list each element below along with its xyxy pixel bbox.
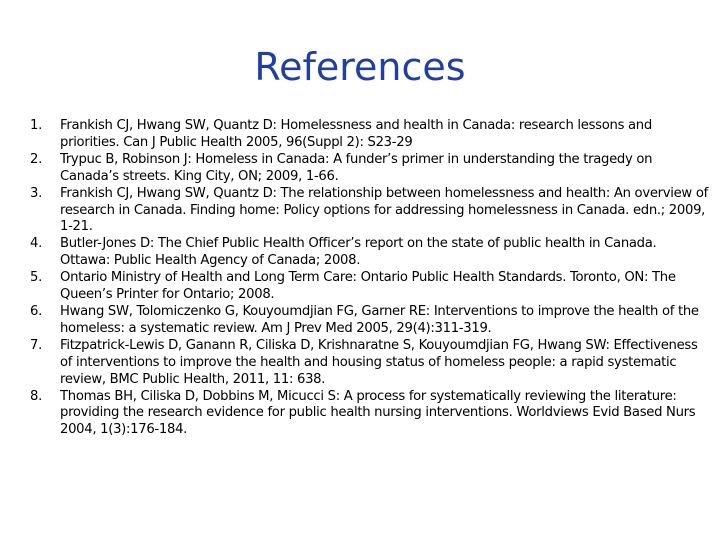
reference-number: 5. bbox=[30, 270, 42, 286]
reference-item bbox=[30, 152, 710, 186]
reference-number: 2. bbox=[30, 151, 42, 167]
reference-text: Thomas BH, Ciliska D, Dobbins M, Micucci S: A process for systematically reviewing the literature: providing the research evidence for public health nursing interventions. Worldviews Evid Based Nurs 2004, 1(3):176-184. bbox=[60, 388, 696, 438]
reference-item bbox=[30, 186, 710, 237]
reference-number: 7. bbox=[30, 337, 42, 353]
reference-text: Hwang SW, Tolomiczenko G, Kouyoumdjian FG, Garner RE: Interventions to improve the health of the homeless: a systematic review. Am J Prev Med 2005, 29(4):311-319. bbox=[60, 303, 699, 336]
reference-text: Ontario Ministry of Health and Long Term Care: Ontario Public Health Standards. Toronto, ON: The Queen’s Printer for Ontario; 2008. bbox=[60, 270, 676, 303]
reference-item bbox=[30, 270, 710, 304]
reference-text: Fitzpatrick-Lewis D, Ganann R, Ciliska D, Krishnaratne S, Kouyoumdjian FG, Hwang SW: Effectiveness of interventions to improve the health and housing status of homeless people: a rapid systematic review, BMC Public Health, 2011, 11: 638. bbox=[60, 337, 698, 387]
reference-text: Butler-Jones D: The Chief Public Health Officer’s report on the state of public health in Canada. Ottawa: Public Health Agency of Canada; 2008. bbox=[60, 236, 657, 269]
reference-number: 4. bbox=[30, 236, 42, 252]
reference-item bbox=[30, 236, 710, 270]
reference-text: Trypuc B, Robinson J: Homeless in Canada: A funder’s primer in understanding the tragedy on Canada’s streets. King City, ON; 2009, 1-66. bbox=[60, 151, 653, 184]
reference-item bbox=[30, 338, 710, 389]
reference-number: 3. bbox=[30, 185, 42, 201]
reference-number: 8. bbox=[30, 388, 42, 404]
reference-text: Frankish CJ, Hwang SW, Quantz D: Homelessness and health in Canada: research lessons and priorities. Can J Public Health 2005, 96(Suppl 2): S23-29 bbox=[60, 118, 652, 150]
reference-list bbox=[30, 118, 710, 439]
reference-text: Frankish CJ, Hwang SW, Quantz D: The relationship between homelessness and health: An overview of research in Canada. Finding home: Policy options for addressing homelessness in Canada. edn.; 2009, 1-21. bbox=[60, 185, 708, 235]
reference-item bbox=[30, 389, 710, 440]
reference-number: 6. bbox=[30, 303, 42, 319]
reference-item bbox=[30, 118, 710, 152]
reference-item bbox=[30, 304, 710, 338]
reference-number: 1. bbox=[30, 118, 42, 133]
slide-title: References bbox=[254, 45, 466, 89]
